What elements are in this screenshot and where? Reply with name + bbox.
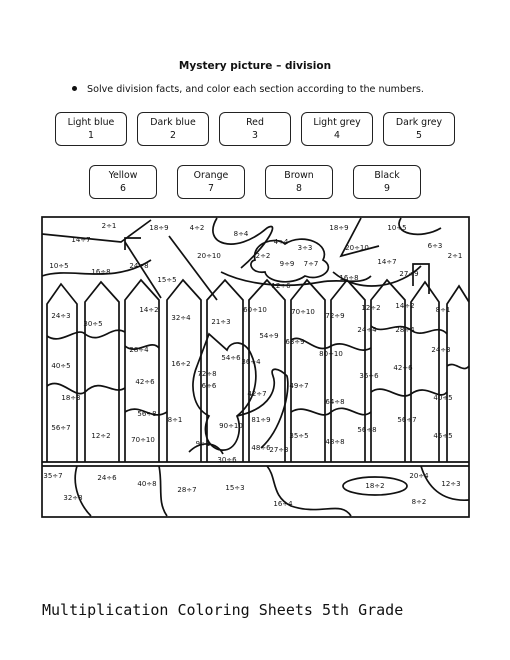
division-problem: 56÷8 bbox=[357, 426, 377, 434]
color-key-label: Light grey bbox=[313, 117, 361, 128]
fence-band bbox=[47, 330, 125, 339]
color-key-label: Red bbox=[246, 117, 264, 128]
fence-band bbox=[47, 384, 125, 394]
division-problem: 24÷3 bbox=[431, 346, 451, 354]
division-problem: 56÷7 bbox=[51, 424, 71, 432]
division-problem: 32÷8 bbox=[63, 494, 83, 502]
instruction-text: Solve division facts, and color each section according to the numbers. bbox=[87, 84, 424, 95]
division-problem: 14÷2 bbox=[139, 306, 159, 314]
division-problem: 42÷6 bbox=[135, 378, 155, 386]
division-problem: 12÷2 bbox=[91, 432, 111, 440]
division-problem: 4÷4 bbox=[273, 238, 289, 246]
color-key-label: Yellow bbox=[108, 170, 138, 181]
problem-labels bbox=[43, 222, 462, 508]
division-problem: 7÷7 bbox=[303, 260, 319, 268]
division-problem: 35÷7 bbox=[43, 472, 63, 480]
division-problem: 27÷3 bbox=[269, 446, 289, 454]
division-problem: 18÷9 bbox=[149, 224, 169, 232]
division-problem: 14÷7 bbox=[71, 236, 91, 244]
division-problem: 9÷1 bbox=[195, 440, 211, 448]
worksheet-title: Mystery picture – division bbox=[178, 60, 332, 72]
instruction bbox=[72, 84, 424, 95]
division-problem: 24÷8 bbox=[129, 262, 149, 270]
division-problem: 40÷5 bbox=[433, 394, 453, 402]
division-problem: 14÷2 bbox=[395, 302, 415, 310]
division-problem: 36÷6 bbox=[359, 372, 379, 380]
division-problem: 18÷9 bbox=[329, 224, 349, 232]
division-problem: 54÷6 bbox=[221, 354, 241, 362]
fence-picket bbox=[47, 284, 77, 462]
color-key-label: Dark blue bbox=[150, 117, 196, 128]
color-key bbox=[383, 112, 455, 146]
division-problem: 28÷4 bbox=[129, 346, 149, 354]
division-problem: 16÷2 bbox=[171, 360, 191, 368]
division-problem: 40÷5 bbox=[51, 362, 71, 370]
color-key-number: 2 bbox=[170, 130, 176, 141]
division-problem: 10÷5 bbox=[49, 262, 69, 270]
division-problem: 21÷3 bbox=[211, 318, 231, 326]
division-problem: 56÷7 bbox=[397, 416, 417, 424]
division-problem: 9÷9 bbox=[279, 260, 295, 268]
division-problem: 54÷9 bbox=[259, 332, 279, 340]
division-problem: 8÷4 bbox=[233, 230, 249, 238]
division-problem: 2÷2 bbox=[255, 252, 271, 260]
division-problem: 90÷10 bbox=[219, 422, 243, 430]
division-problem: 18÷3 bbox=[61, 394, 81, 402]
division-problem: 4÷2 bbox=[189, 224, 205, 232]
color-key-label: Black bbox=[374, 170, 400, 181]
ground-curve bbox=[75, 466, 91, 516]
color-key-number: 9 bbox=[384, 183, 390, 194]
division-problem: 10÷5 bbox=[387, 224, 407, 232]
color-key-label: Orange bbox=[193, 170, 229, 181]
mystery-picture-grid bbox=[41, 216, 471, 518]
color-key-label: Light blue bbox=[67, 117, 115, 128]
division-problem: 35÷5 bbox=[289, 432, 309, 440]
division-problem: 70÷10 bbox=[291, 308, 315, 316]
color-key-row-2 bbox=[0, 165, 510, 199]
division-problem: 16÷4 bbox=[273, 500, 293, 508]
color-key-number: 8 bbox=[296, 183, 302, 194]
division-problem: 42÷7 bbox=[247, 390, 267, 398]
division-problem: 12÷3 bbox=[441, 480, 461, 488]
division-problem: 15÷5 bbox=[157, 276, 177, 284]
division-problem: 27÷9 bbox=[399, 270, 419, 278]
page-caption: Multiplication Coloring Sheets 5th Grade bbox=[42, 601, 404, 619]
color-key bbox=[177, 165, 245, 199]
color-key bbox=[89, 165, 157, 199]
division-problem: 48÷6 bbox=[251, 444, 271, 452]
division-problem: 24÷6 bbox=[97, 474, 117, 482]
division-problem: 8÷1 bbox=[167, 416, 183, 424]
division-problem: 20÷10 bbox=[197, 252, 221, 260]
division-problem: 48÷8 bbox=[325, 438, 345, 446]
chimney-right bbox=[413, 264, 429, 294]
chimney bbox=[125, 238, 141, 250]
division-problem: 12÷2 bbox=[361, 304, 381, 312]
division-problem: 36÷4 bbox=[241, 358, 261, 366]
division-problem: 40÷8 bbox=[137, 480, 157, 488]
division-problem: 28÷4 bbox=[395, 326, 415, 334]
division-problem: 2÷1 bbox=[101, 222, 117, 230]
division-problem: 80÷10 bbox=[319, 350, 343, 358]
division-problem: 18÷2 bbox=[365, 482, 385, 490]
division-problem: 45÷5 bbox=[433, 432, 453, 440]
division-problem: 12÷6 bbox=[271, 282, 291, 290]
color-key-number: 6 bbox=[120, 183, 126, 194]
division-problem: 24÷3 bbox=[51, 312, 71, 320]
division-problem: 72÷8 bbox=[197, 370, 217, 378]
division-problem: 32÷4 bbox=[171, 314, 191, 322]
color-key bbox=[353, 165, 421, 199]
color-key bbox=[265, 165, 333, 199]
color-key-number: 1 bbox=[88, 130, 94, 141]
color-key-label: Dark grey bbox=[395, 117, 443, 128]
division-problem: 72÷9 bbox=[325, 312, 345, 320]
division-problem: 81÷9 bbox=[251, 416, 271, 424]
division-problem: 8÷1 bbox=[435, 306, 451, 314]
color-key bbox=[301, 112, 373, 146]
division-problem: 6÷6 bbox=[201, 382, 217, 390]
division-problem: 24÷4 bbox=[357, 326, 377, 334]
division-problem: 30÷5 bbox=[83, 320, 103, 328]
division-problem: 3÷3 bbox=[297, 244, 313, 252]
color-key bbox=[137, 112, 209, 146]
division-problem: 14÷7 bbox=[377, 258, 397, 266]
color-key bbox=[219, 112, 291, 146]
color-key bbox=[55, 112, 127, 146]
division-problem: 60÷10 bbox=[243, 306, 267, 314]
division-problem: 49÷7 bbox=[289, 382, 309, 390]
division-problem: 20÷10 bbox=[345, 244, 369, 252]
division-problem: 6÷3 bbox=[427, 242, 443, 250]
color-key-number: 3 bbox=[252, 130, 258, 141]
ground-curve bbox=[267, 466, 351, 516]
division-problem: 30÷6 bbox=[217, 456, 237, 464]
division-problem: 2÷1 bbox=[447, 252, 463, 260]
division-problem: 8÷2 bbox=[411, 498, 427, 506]
color-key-label: Brown bbox=[284, 170, 314, 181]
color-key-number: 7 bbox=[208, 183, 214, 194]
fence-picket bbox=[331, 280, 365, 462]
color-key-number: 5 bbox=[416, 130, 422, 141]
fence-band bbox=[447, 364, 469, 368]
ground-curve bbox=[159, 466, 167, 516]
division-problem: 28÷7 bbox=[177, 486, 197, 494]
division-problem: 64÷8 bbox=[325, 398, 345, 406]
division-problem: 15÷3 bbox=[225, 484, 245, 492]
division-problem: 20÷4 bbox=[409, 472, 429, 480]
division-problem: 63÷9 bbox=[285, 338, 305, 346]
division-problem: 16÷8 bbox=[91, 268, 111, 276]
division-problem: 16÷8 bbox=[339, 274, 359, 282]
division-problem: 70÷10 bbox=[131, 436, 155, 444]
color-key-row-1 bbox=[0, 112, 510, 146]
division-problem: 42÷6 bbox=[393, 364, 413, 372]
bullet-icon bbox=[72, 86, 77, 91]
color-key-number: 4 bbox=[334, 130, 340, 141]
division-problem: 56÷8 bbox=[137, 410, 157, 418]
